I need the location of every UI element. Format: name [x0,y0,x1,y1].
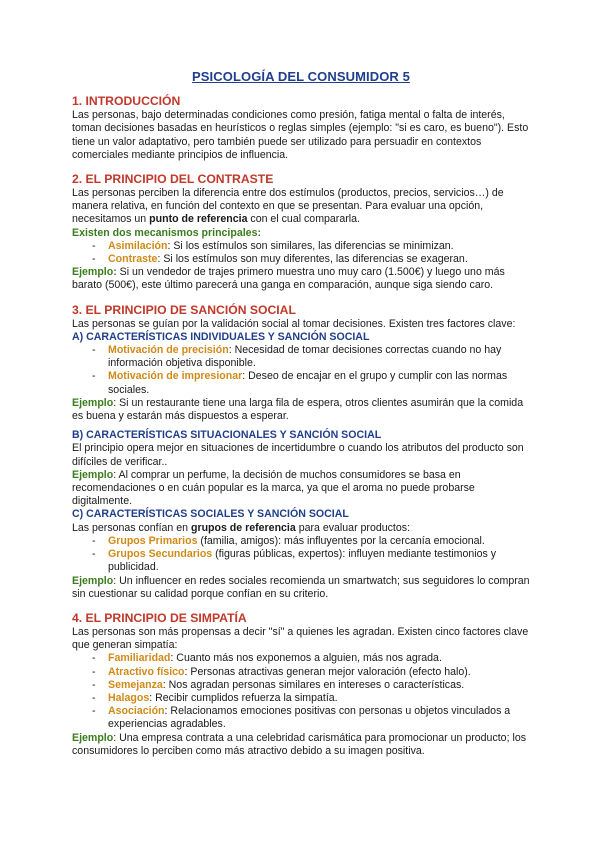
text-run: para evaluar productos: [295,521,411,534]
text-run: : Cuanto más nos exponemos a alguien, más nos agrada. [170,652,442,665]
term: Atractivo físico [108,665,185,678]
text-run: : Una empresa contrata a una celebridad carismática para promocionar un producto; los consumidores lo perciben como más atractivo debido a su imagen positiva. [72,731,527,757]
section-contraste [72,172,530,293]
factor-list [72,652,530,731]
list-item [92,253,530,266]
bold-term: grupos de referencia [190,521,296,534]
paragraph [72,187,530,227]
text-run: : Personas atractivas generan mejor valoración (efecto halo). [184,665,471,678]
section-heading: 1. INTRODUCCIÓN [72,94,181,109]
text-run: : Si los estímulos son muy diferentes, las diferencias se exageran. [157,253,468,266]
term: Grupos Primarios [108,534,198,547]
term: Asociación [108,705,165,718]
text-run: con el cual compararla. [247,213,360,226]
page-title: PSICOLOGÍA DEL CONSUMIDOR 5 [192,69,410,84]
section-heading: 2. EL PRINCIPIO DEL CONTRASTE [72,172,274,187]
term: Halagos [108,691,150,704]
example [72,575,530,601]
example-label: Ejemplo [72,731,114,744]
mechanism-list [72,240,530,266]
text-run: Las personas perciben la diferencia entre dos estímulos (productos, precios, servicios…) de manera relativa, en función del contexto en que se presentan. Para evaluar una opción, necesitamos un [72,187,504,226]
text-run: : Si los estímulos son similares, las diferencias se minimizan. [167,239,454,252]
term: Familiaridad [108,652,171,665]
list-item [92,679,530,692]
list-item [92,344,530,370]
list-item [92,535,530,548]
section-introduccion [72,94,530,162]
term: Semejanza [108,678,163,691]
list-item [92,370,530,396]
text-run: : Necesidad de tomar decisiones correctas cuando no hay información objetiva disponible. [108,344,502,370]
example-label: Ejemplo [72,468,114,481]
list-item [92,240,530,253]
example [72,732,530,758]
text-run: (familia, amigos): más influyentes por la cercanía emocional. [197,534,485,547]
text-run: : Relacionamos emociones positivas con personas u objetos vinculados a experiencias agradables. [108,705,511,731]
text-run: : Al comprar un perfume, la decisión de muchos consumidores se basa en recomendaciones o en cuán popular es la marca, ya que el aroma no puede probarse digitalmente. [72,468,475,508]
section-simpatia [72,611,530,758]
text-run: Las personas confían en [72,521,191,534]
subheading: Existen dos mecanismos principales: [72,226,261,239]
bold-term: punto de referencia [149,213,248,226]
text-run: : Un influencer en redes sociales recomienda un smartwatch; sus seguidores lo compran sin cuestionar su calidad porque confían en su criterio. [72,574,530,600]
reference-group-list [72,535,530,575]
section-heading: 4. EL PRINCIPIO DE SIMPATÍA [72,610,247,625]
text-run: : Recibir cumplidos refuerza la simpatía. [149,691,338,704]
paragraph: Las personas se guían por la validación social al tomar decisiones. Existen tres factores clave: [72,317,516,330]
subsection-heading: A) CARACTERÍSTICAS INDIVIDUALES Y SANCIÓN SOCIAL [72,330,370,343]
paragraph [72,522,530,535]
text-run: Si un vendedor de trajes primero muestra uno muy caro (1.500€) y luego uno más barato (500€), este último parecerá una ganga en comparación, aunque siga siendo caro. [72,266,505,292]
list-item [92,652,530,665]
list-item [92,666,530,679]
section-heading: 3. EL PRINCIPIO DE SANCIÓN SOCIAL [72,302,296,317]
text-run: : Si un restaurante tiene una larga fila de espera, otros clientes asumirán que la comida es buena y estarán más dispuestos a esperar. [72,396,524,423]
term: Asimilación [108,239,168,252]
example-label: Ejemplo: [72,266,117,279]
term: Motivación de impresionar [108,370,243,383]
example [72,266,530,292]
paragraph: Las personas, bajo determinadas condiciones como presión, fatiga mental o falta de interés, toman decisiones basadas en heurísticos o reglas simples (ejemplo: "si es caro, es bueno"). Esto tiene un valor adaptativo, pero también puede ser utilizado para persuadir en contextos comerciales mediante principios de influencia. [72,109,529,161]
subsection-heading: B) CARACTERÍSTICAS SITUACIONALES Y SANCIÓN SOCIAL [72,429,382,442]
list-item [92,548,530,574]
example [72,397,530,423]
term: Motivación de precisión [108,344,229,357]
subsection-heading: C) CARACTERÍSTICAS SOCIALES Y SANCIÓN SOCIAL [72,508,349,521]
list-item [92,705,530,731]
text-run: : Nos agradan personas similares en intereses o características. [162,678,465,691]
term: Grupos Secundarios [108,548,213,561]
term: Contraste [108,253,158,266]
paragraph: El principio opera mejor en situaciones de incertidumbre o cuando los atributos del producto son difíciles de verificar.. [72,442,524,468]
example-label: Ejemplo [72,396,114,409]
factor-list [72,344,530,397]
text-run: (figuras públicas, expertos): influyen mediante testimonios y publicidad. [108,548,497,574]
list-item [92,692,530,705]
text-run: : Deseo de encajar en el grupo y cumplir con las normas sociales. [108,370,508,396]
example [72,469,530,509]
example-label: Ejemplo [72,574,114,587]
paragraph: Las personas son más propensas a decir "sí" a quienes les agradan. Existen cinco factores clave que generan simpatía: [72,625,529,652]
section-sancion-social [72,303,530,601]
